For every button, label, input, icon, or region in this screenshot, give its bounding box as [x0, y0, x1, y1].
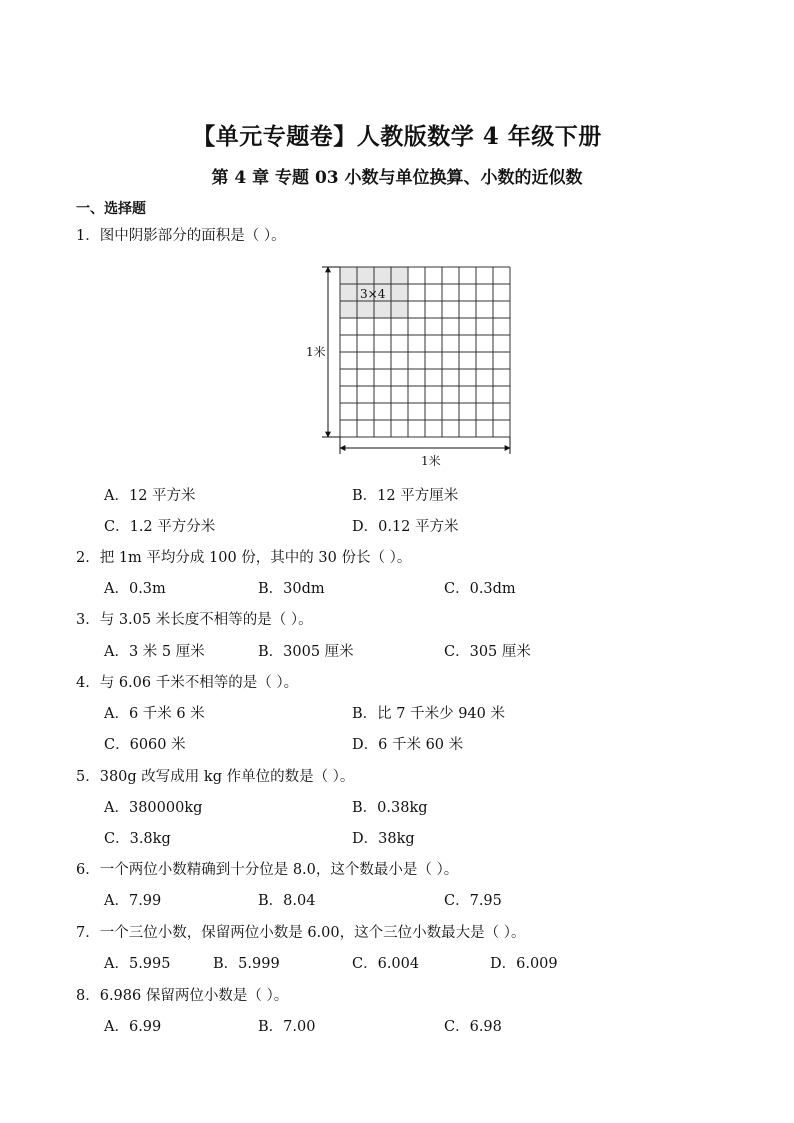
q6-option-a[interactable]: A．7.99 — [104, 893, 162, 909]
page-title: 【单元专题卷】人教版数学 4 年级下册 — [192, 123, 602, 150]
q5-option-c[interactable]: C．3.8kg — [104, 831, 171, 847]
q4-option-a[interactable]: A．6 千米 6 米 — [104, 706, 205, 722]
q7-option-c[interactable]: C．6.004 — [352, 956, 420, 972]
q3-option-b[interactable]: B．3005 厘米 — [258, 644, 354, 660]
page-subtitle: 第 4 章 专题 03 小数与单位换算、小数的近似数 — [211, 168, 583, 188]
question-8-stem: 8．6.986 保留两位小数是（ ）。 — [76, 988, 289, 1004]
q5-option-d[interactable]: D．38kg — [352, 831, 415, 847]
q2-option-c[interactable]: C．0.3dm — [444, 581, 516, 597]
cell-label: 3×4 — [360, 287, 386, 301]
q8-option-b[interactable]: B．7.00 — [258, 1019, 316, 1035]
question-5-stem: 5．380g 改写成用 kg 作单位的数是（ ）。 — [76, 769, 355, 785]
left-dimension-label: 1米 — [306, 345, 326, 359]
q4-option-d[interactable]: D．6 千米 60 米 — [352, 737, 464, 753]
question-2-stem: 2．把 1m 平均分成 100 份，其中的 30 份长（ ）。 — [76, 550, 412, 566]
q8-option-c[interactable]: C．6.98 — [444, 1019, 502, 1035]
q7-option-a[interactable]: A．5.995 — [104, 956, 171, 972]
q7-option-d[interactable]: D．6.009 — [490, 956, 558, 972]
question-6-stem: 6．一个两位小数精确到十分位是 8.0，这个数最小是（ ）。 — [76, 862, 459, 878]
q3-option-a[interactable]: A．3 米 5 厘米 — [104, 644, 205, 660]
q4-option-b[interactable]: B．比 7 千米少 940 米 — [352, 706, 505, 722]
q1-option-a[interactable]: A．12 平方米 — [104, 488, 196, 504]
q2-option-b[interactable]: B．30dm — [258, 581, 325, 597]
q1-option-d[interactable]: D．0.12 平方米 — [352, 519, 459, 535]
question-7-stem: 7．一个三位小数，保留两位小数是 6.00，这个三位小数最大是（ ）。 — [76, 925, 526, 941]
q3-option-c[interactable]: C．305 厘米 — [444, 644, 531, 660]
q4-option-c[interactable]: C．6060 米 — [104, 737, 186, 753]
q1-option-c[interactable]: C．1.2 平方分米 — [104, 519, 216, 535]
q1-option-b[interactable]: B．12 平方厘米 — [352, 488, 459, 504]
q7-option-b[interactable]: B．5.999 — [213, 956, 280, 972]
section-heading: 一、选择题 — [76, 201, 146, 217]
q6-option-b[interactable]: B．8.04 — [258, 893, 316, 909]
grid-figure — [300, 258, 530, 473]
question-4-stem: 4．与 6.06 千米不相等的是（ ）。 — [76, 675, 299, 691]
q2-option-a[interactable]: A．0.3m — [104, 581, 166, 597]
q8-option-a[interactable]: A．6.99 — [104, 1019, 162, 1035]
q5-option-b[interactable]: B．0.38kg — [352, 800, 428, 816]
q5-option-a[interactable]: A．380000kg — [104, 800, 203, 816]
question-3-stem: 3．与 3.05 米长度不相等的是（ ）。 — [76, 612, 313, 628]
bottom-dimension-label: 1米 — [421, 454, 441, 468]
question-1-stem: 1．图中阴影部分的面积是（ ）。 — [76, 228, 286, 244]
q6-option-c[interactable]: C．7.95 — [444, 893, 502, 909]
